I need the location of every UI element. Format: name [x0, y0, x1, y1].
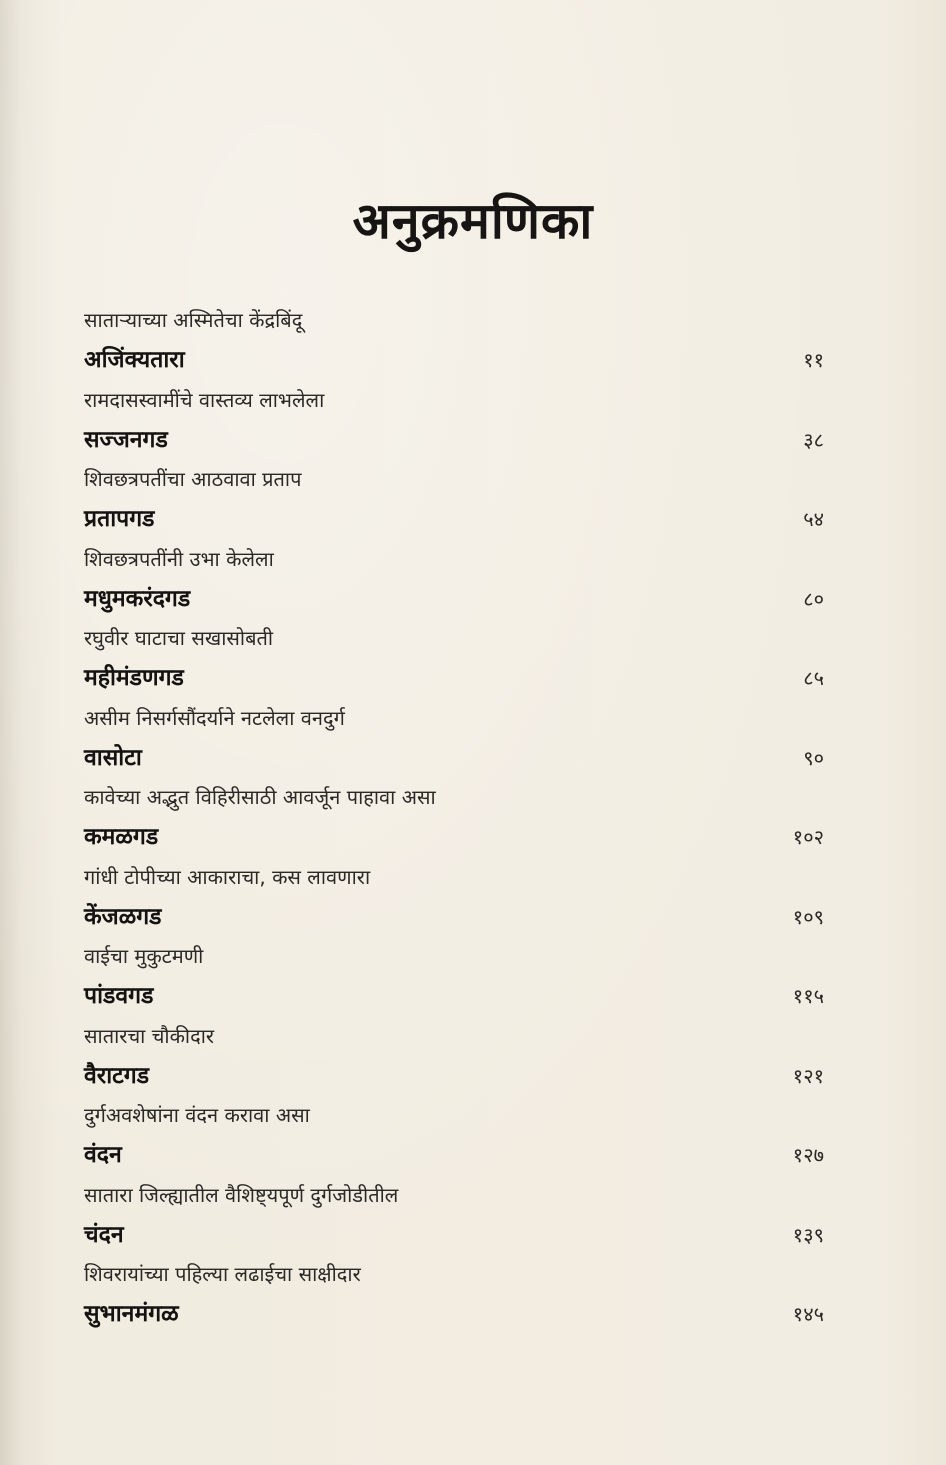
toc-entry-subtitle: रघुवीर घाटाचा सखासोबती [84, 626, 274, 650]
toc-entry [84, 779, 824, 859]
toc-entry-page-number: १२१ [792, 1063, 824, 1088]
toc-entry-fort-name: अजिंक्यतारा [84, 347, 185, 373]
toc-entry-page-number: १४५ [792, 1302, 824, 1326]
toc-entry-page-number: ११ [803, 348, 824, 372]
toc-entry-fort-name: केंजळगड [84, 903, 162, 930]
toc-entry-page-number: ३८ [803, 427, 824, 452]
toc-entry-subtitle: दुर्गअवशेषांना वंदन करावा असा [84, 1103, 310, 1127]
toc-entry [84, 382, 824, 462]
toc-entry-subtitle: शिवछत्रपतींचा आठवावा प्रताप [84, 467, 302, 491]
toc-entry-page-number: ८० [803, 586, 824, 611]
toc-entry-fort-name: प्रतापगड [84, 506, 155, 532]
toc-entry-fort-name: कमळगड [84, 824, 159, 850]
toc-entry-subtitle: शिवरायांच्या पहिल्या लढाईचा साक्षीदार [84, 1262, 361, 1286]
toc-entry-page-number: ५४ [803, 507, 824, 531]
toc-entry [84, 541, 824, 621]
toc-entry-fort-name: पांडवगड [84, 983, 154, 1009]
toc-entry-subtitle: असीम निसर्गसौंदर्याने नटलेला वनदुर्ग [84, 705, 345, 730]
page-title: अनुक्रमणिका [352, 192, 594, 250]
toc-entry-subtitle: सातारचा चौकीदार [84, 1023, 215, 1048]
toc-entry [84, 859, 824, 939]
toc-entry-page-number: ९० [803, 745, 824, 770]
toc-entry-fort-name: मधुमकरंदगड [84, 585, 191, 612]
toc-entry-subtitle: साताऱ्याच्या अस्मितेचा केंद्रबिंदू [84, 308, 303, 332]
toc-entry [84, 461, 824, 541]
toc-entry-subtitle: सातारा जिल्ह्यातील वैशिष्ट्यपूर्ण दुर्गजोडीतील [84, 1182, 399, 1207]
toc-entry [84, 1018, 824, 1098]
toc-entry-fort-name: वंदन [84, 1142, 122, 1168]
toc-entry-page-number: १०९ [792, 904, 824, 929]
toc-entry-page-number: १३९ [792, 1222, 824, 1247]
toc-entry [84, 700, 824, 780]
toc-entry-subtitle: शिवछत्रपतींनी उभा केलेला [84, 546, 274, 571]
toc-entry-page-number: ८५ [803, 666, 824, 690]
table-of-contents [84, 302, 824, 1336]
toc-entry-subtitle: वाईचा मुकुटमणी [84, 944, 204, 968]
toc-entry-fort-name: सज्जनगड [84, 426, 168, 453]
toc-entry-page-number: १०२ [792, 825, 824, 849]
toc-entry-subtitle: रामदासस्वामींचे वास्तव्य लाभलेला [84, 387, 325, 412]
toc-entry-page-number: १२७ [792, 1143, 824, 1167]
toc-entry [84, 620, 824, 700]
toc-entry-fort-name: वासोटा [84, 744, 142, 771]
toc-entry-fort-name: सुभानमंगळ [84, 1301, 179, 1327]
toc-entry [84, 1256, 824, 1336]
toc-entry-fort-name: वैराटगड [84, 1062, 149, 1089]
toc-entry [84, 1097, 824, 1177]
toc-entry-fort-name: चंदन [84, 1221, 124, 1248]
toc-entry-fort-name: महीमंडणगड [84, 665, 184, 691]
toc-entry-page-number: ११५ [792, 984, 824, 1008]
toc-entry-subtitle: गांधी टोपीच्या आकाराचा, कस लावणारा [84, 864, 371, 889]
toc-entry [84, 1177, 824, 1257]
toc-entry [84, 938, 824, 1018]
toc-entry-subtitle: कावेच्या अद्भुत विहिरीसाठी आवर्जून पाहावा असा [84, 785, 436, 809]
toc-entry [84, 302, 824, 382]
